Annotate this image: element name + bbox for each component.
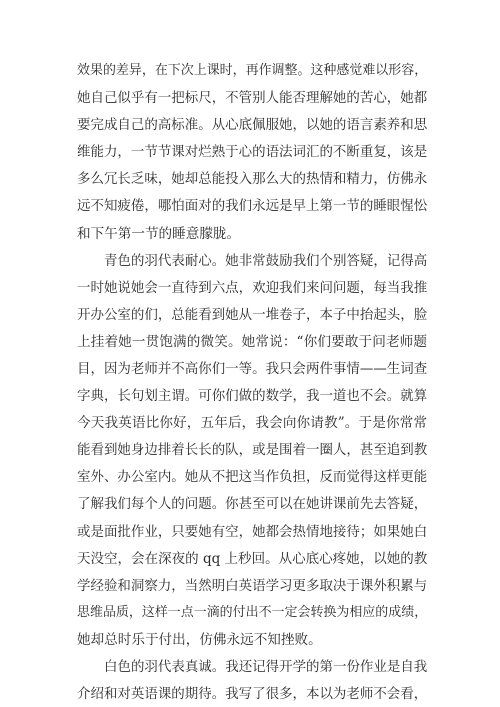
paragraph-line: 她却总时乐于付出，仿佛永远不知挫败。 [77, 631, 322, 648]
paragraph-line: 目，因为老师并不高你们一等。我只会两件事情——生词查 [77, 361, 428, 377]
paragraph-line: 字典，长句划主谓。可你们做的数学，我一道也不会。就算 [77, 388, 428, 404]
paragraph-line: 学经验和洞察力，当然明白英语学习更多取决于课外积累与 [77, 577, 428, 594]
paragraph-line: 一时她说她会一直待到六点，欢迎我们来问问题，每当我推 [77, 279, 428, 296]
paragraph-line: 效果的差异，在下次上课时，再作调整。这种感觉难以形容， [77, 63, 428, 78]
paragraph-line: 多么冗长乏味，她却总能投入那么大的热情和精力，仿佛永 [77, 171, 428, 188]
paragraph-line: 要完成自己的高标准。从心底佩服她，以她的语言素养和思 [77, 117, 428, 134]
paragraph-line: 了解我们每个人的问题。你甚至可以在她讲课前先去答疑， [77, 496, 428, 513]
paragraph-line: 或是面批作业，只要她有空，她都会热情地接待；如果她白 [77, 523, 428, 540]
paragraph-line: 能看到她身边排着长长的队，或是围着一圈人，甚至追到教 [77, 442, 428, 459]
paragraph-line: 青色的羽代表耐心。她非常鼓励我们个别答疑，记得高 [104, 252, 428, 269]
paragraph-line: 维能力，一节节课对烂熟于心的语法词汇的不断重复，该是 [77, 144, 428, 161]
paragraph-line: 思维品质，这样一点一滴的付出不一定会转换为相应的成绩， [77, 604, 428, 620]
paragraph-line: 远不知疲倦，哪怕面对的我们永远是早上第一节的睡眼惺忪 [77, 198, 428, 215]
paragraph-line: 今天我英语比你好，五年后，我会向你请教”。于是你常常 [77, 415, 427, 432]
paragraph-line: 和下午第一节的睡意朦胧。 [77, 225, 241, 242]
paragraph-line: 天没空，会在深夜的 qq 上秒回。从心底心疼她，以她的教 [77, 550, 428, 567]
paragraph-line: 白色的羽代表真诚。我还记得开学的第一份作业是自我 [104, 658, 428, 675]
paragraph-line: 她自己似乎有一把标尺，不管别人能否理解她的苦心，她都 [77, 90, 428, 107]
paragraph-line: 介绍和对英语课的期待。我写了很多，本以为老师不会看， [77, 686, 428, 702]
paragraph-line: 开办公室的们，总能看到她从一堆卷子，本子中抬起头，脸 [77, 306, 428, 323]
paragraph-line: 上挂着她一贯饱满的微笑。她常说：“你们要敢于问老师题 [77, 333, 427, 350]
paragraph-line: 室外、办公室内。她从不把这当作负担，反而觉得这样更能 [77, 469, 428, 486]
